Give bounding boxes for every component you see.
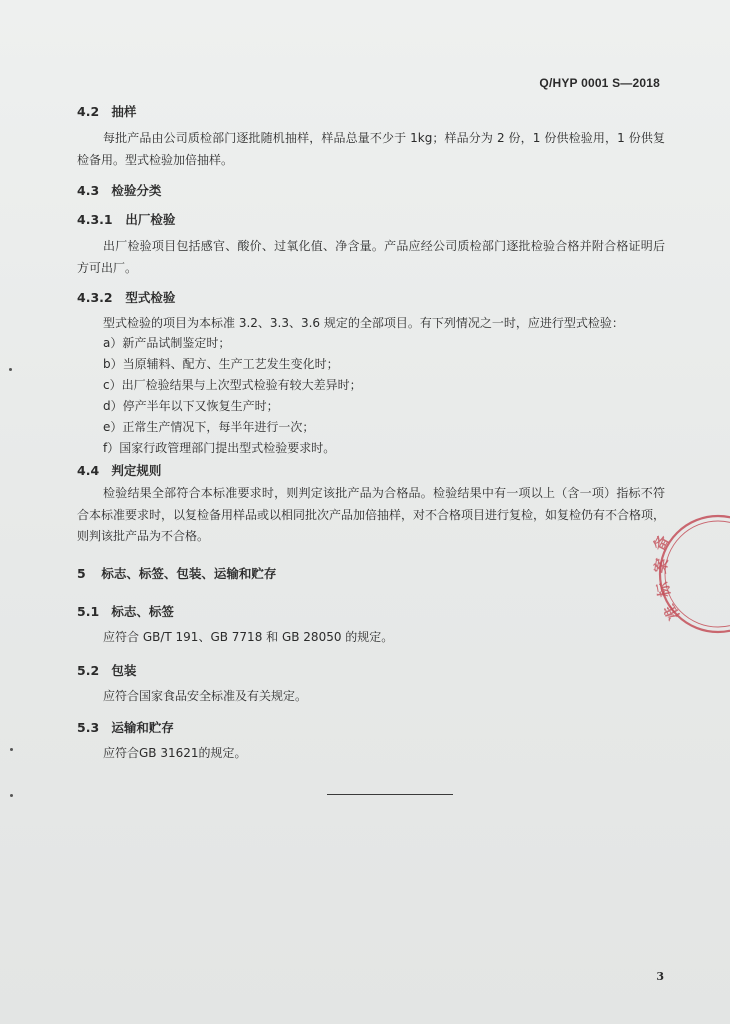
paragraph-sampling: 每批产品由公司质检部门逐批随机抽样，样品总量不少于 1kg；样品分为 2 份，1 份供检验用，1 份供复检备用。型式检验加倍抽样。	[77, 131, 665, 167]
heading-4-3-2	[77, 288, 175, 306]
heading-title: 检验分类	[111, 183, 162, 198]
heading-number: 5.2	[77, 663, 100, 678]
svg-text:案: 案	[651, 556, 672, 575]
paragraph-factory-inspection: 出厂检验项目包括感官、酸价、过氧化值、净含量。产品应经公司质检部门逐批检验合格并附合格证明后方可出厂。	[77, 239, 665, 275]
heading-title: 判定规则	[111, 463, 162, 478]
heading-5-1	[77, 602, 174, 620]
list-item: d）停产半年以下又恢复生产时；	[103, 399, 279, 413]
scan-speck	[9, 368, 12, 371]
scan-speck	[10, 748, 13, 751]
heading-5	[77, 564, 276, 582]
list-item: c）出厂检验结果与上次型式检验有较大差异时；	[103, 378, 362, 392]
heading-number: 4.3	[77, 183, 100, 198]
svg-text:备: 备	[649, 532, 673, 554]
end-rule	[327, 794, 453, 795]
paragraph-type-inspection: 型式检验的项目为本标准 3.2、3.3、3.6 规定的全部项目。有下列情况之一时，应进行型式检验：	[103, 316, 624, 330]
heading-5-3	[77, 718, 174, 736]
heading-title: 包装	[111, 663, 137, 678]
heading-number: 5.3	[77, 720, 100, 735]
heading-number: 4.2	[77, 104, 100, 119]
heading-number: 4.4	[77, 463, 100, 478]
heading-number: 5.1	[77, 604, 100, 619]
list-item: f）国家行政管理部门提出型式检验要求时。	[103, 441, 336, 455]
heading-4-3	[77, 181, 161, 199]
heading-title: 标志、标签	[111, 604, 174, 619]
list-item: e）正常生产情况下，每半年进行一次；	[103, 420, 315, 434]
heading-4-4	[77, 461, 161, 479]
official-seal-stamp	[640, 508, 730, 642]
heading-title: 抽样	[111, 104, 137, 119]
heading-title: 出厂检验	[125, 212, 176, 227]
paragraph-judgement-rules: 检验结果全部符合本标准要求时，则判定该批产品为合格品。检验结果中有一项以上（含一项）指标不符合本标准要求时，以复检备用样品或以相同批次产品加倍抽样，对不合格项目进行复检，如复检仍有不合格项，则判该批产品为不合格。	[77, 486, 666, 543]
heading-number: 4.3.1	[77, 212, 113, 227]
list-item: a）新产品试制鉴定时；	[103, 336, 231, 350]
heading-4-2	[77, 102, 136, 120]
page-number: 3	[656, 970, 664, 983]
paragraph-transport-storage: 应符合GB 31621的规定。	[103, 746, 247, 760]
scan-speck	[10, 794, 13, 797]
heading-title: 型式检验	[125, 290, 176, 305]
heading-title: 运输和贮存	[111, 720, 174, 735]
paragraph-packaging: 应符合国家食品安全标准及有关规定。	[103, 689, 308, 703]
paragraph-labeling: 应符合 GB/T 191、GB 7718 和 GB 28050 的规定。	[103, 630, 394, 644]
heading-5-2	[77, 661, 136, 679]
list-item: b）当原辅料、配方、生产工艺发生变化时；	[103, 357, 339, 371]
heading-title: 标志、标签、包装、运输和贮存	[101, 566, 277, 581]
heading-number: 5	[77, 566, 86, 581]
standard-code: Q/HYP 0001 S—2018	[539, 76, 660, 90]
heading-number: 4.3.2	[77, 290, 113, 305]
svg-text:准: 准	[660, 600, 684, 623]
heading-4-3-1	[77, 210, 175, 228]
svg-text:标: 标	[653, 580, 674, 599]
